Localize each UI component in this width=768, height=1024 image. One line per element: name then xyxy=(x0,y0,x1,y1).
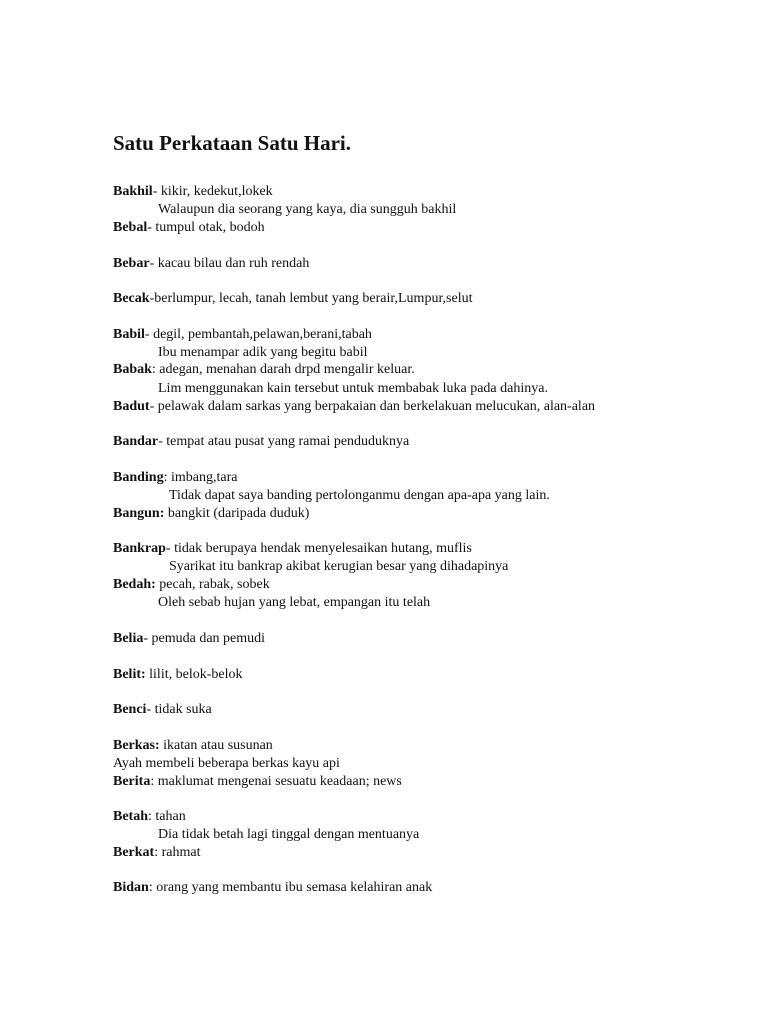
entry-definition: bangkit (daripada duduk) xyxy=(164,506,310,521)
entry-example: Oleh sebab hujan yang lebat, empangan itu telah xyxy=(158,595,431,610)
entry-definition: ikatan atau susunan xyxy=(159,738,273,753)
entry-bebal xyxy=(113,219,265,236)
entry-definition: - tidak suka xyxy=(146,702,212,717)
entry-term: Babak xyxy=(113,362,152,377)
entry-bangun xyxy=(113,505,309,522)
entry-bandar xyxy=(113,433,409,450)
entry-definition: : maklumat mengenai sesuatu keadaan; news xyxy=(150,774,402,789)
entry-example: Walaupun dia seorang yang kaya, dia sungguh bakhil xyxy=(158,202,457,217)
entry-bankrap xyxy=(113,540,472,557)
entry-term: Belia xyxy=(113,631,144,646)
entry-berkat xyxy=(113,844,200,861)
entry-example: Lim menggunakan kain tersebut untuk membabak luka pada dahinya. xyxy=(158,381,548,396)
entry-example: Syarikat itu bankrap akibat kerugian besar yang dihadapinya xyxy=(169,559,509,574)
entry-bedah xyxy=(113,576,270,593)
entry-term: Banding xyxy=(113,470,164,485)
entry-definition: - degil, pembantah,pelawan,berani,tabah xyxy=(144,327,372,342)
entry-term: Benci xyxy=(113,702,147,717)
entry-example: Ayah membeli beberapa berkas kayu api xyxy=(113,756,340,771)
entry-definition: pecah, rabak, sobek xyxy=(155,577,270,592)
entry-term: Bebal xyxy=(113,220,148,235)
entry-definition: - tidak berupaya hendak menyelesaikan hutang, muflis xyxy=(165,541,472,556)
entry-term: Betah xyxy=(113,809,148,824)
entry-banding xyxy=(113,469,237,486)
entry-babil xyxy=(113,326,372,343)
entry-belit xyxy=(113,666,242,683)
entry-definition: : adegan, menahan darah drpd mengalir keluar. xyxy=(151,362,415,377)
entry-definition: - tempat atau pusat yang ramai penduduknya xyxy=(158,434,410,449)
entry-bidan xyxy=(113,879,432,896)
entry-definition: : imbang,tara xyxy=(163,470,238,485)
entry-belia xyxy=(113,630,265,647)
entry-term: Bakhil xyxy=(113,184,153,199)
entry-term: Badut xyxy=(113,399,150,414)
entry-babak xyxy=(113,361,415,378)
entry-term: Berkas: xyxy=(113,738,160,753)
entry-term: Bidan xyxy=(113,880,149,895)
entry-example: Tidak dapat saya banding pertolonganmu dengan apa-apa yang lain. xyxy=(169,488,550,503)
entry-term: Bedah: xyxy=(113,577,156,592)
entry-berkas xyxy=(113,737,273,754)
entry-betah xyxy=(113,808,186,825)
entry-definition: -berlumpur, lecah, tanah lembut yang berair,Lumpur,selut xyxy=(149,291,473,306)
entry-badut xyxy=(113,398,595,415)
entry-term: Belit: xyxy=(113,667,146,682)
entry-term: Bangun: xyxy=(113,506,165,521)
entry-term: Bebar xyxy=(113,256,150,271)
entry-term: Babil xyxy=(113,327,145,342)
entry-becak xyxy=(113,290,473,307)
entry-definition: - kikir, kedekut,lokek xyxy=(152,184,273,199)
entry-example: Ibu menampar adik yang begitu babil xyxy=(158,345,368,360)
entry-definition: lilit, belok-belok xyxy=(145,667,243,682)
entry-definition: : tahan xyxy=(148,809,186,824)
entry-definition: - pelawak dalam sarkas yang berpakaian dan berkelakuan melucukan, alan-alan xyxy=(149,399,596,414)
entry-term: Berkat xyxy=(113,845,155,860)
entry-definition: : rahmat xyxy=(154,845,201,860)
entry-definition: : orang yang membantu ibu semasa kelahiran anak xyxy=(148,880,433,895)
entry-term: Becak xyxy=(113,291,150,306)
entry-definition: - kacau bilau dan ruh rendah xyxy=(149,256,310,271)
entry-term: Bandar xyxy=(113,434,159,449)
entry-term: Bankrap xyxy=(113,541,166,556)
entry-bebar xyxy=(113,255,309,272)
entry-definition: - tumpul otak, bodoh xyxy=(147,220,265,235)
entry-example: Dia tidak betah lagi tinggal dengan mentuanya xyxy=(158,827,420,842)
entry-term: Berita xyxy=(113,774,151,789)
page-title: Satu Perkataan Satu Hari. xyxy=(113,131,352,155)
entry-berita xyxy=(113,773,402,790)
entry-definition: - pemuda dan pemudi xyxy=(143,631,266,646)
entry-bakhil xyxy=(113,183,273,200)
entry-benci xyxy=(113,701,212,718)
